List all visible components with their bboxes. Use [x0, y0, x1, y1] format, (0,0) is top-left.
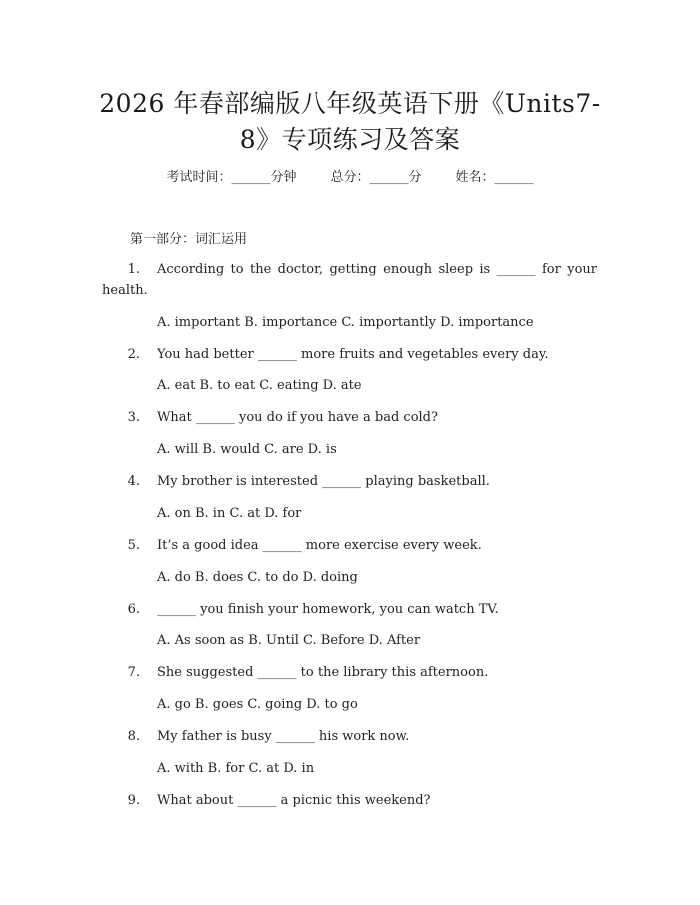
question-number: 4.	[127, 474, 140, 489]
question-options: A. eat B. to eat C. eating D. ate	[157, 378, 362, 393]
document-title-line-1: 2026 年春部编版八年级英语下册《Units7-	[99, 89, 601, 118]
question-options: A. on B. in C. at D. for	[157, 506, 302, 521]
question-stem: You had better ______ more fruits and vegetables every day.	[157, 347, 549, 362]
question-stem: ______ you finish your homework, you can watch TV.	[157, 602, 499, 617]
question-stem: My father is busy ______ his work now.	[157, 729, 410, 744]
question-number: 2.	[127, 347, 140, 362]
question-number: 8.	[127, 729, 140, 744]
exam-time-label: 考试时间：______分钟	[166, 170, 297, 185]
question-stem: It’s a good idea ______ more exercise every week.	[157, 538, 482, 553]
question-options: A. go B. goes C. going D. to go	[157, 697, 358, 712]
exam-meta	[0, 168, 700, 188]
question-options: A. important B. importance C. importantly D. importance	[157, 315, 534, 330]
question-stem-continuation: health.	[102, 283, 148, 298]
question-stem: She suggested ______ to the library this afternoon.	[157, 665, 489, 680]
question-stem: According to the doctor, getting enough sleep is ______ for your	[157, 262, 597, 277]
question-options: A. with B. for C. at D. in	[157, 761, 315, 776]
question-stem: What about ______ a picnic this weekend?	[157, 793, 431, 808]
exam-score-label: 总分：______分	[330, 170, 422, 185]
question-number: 3.	[127, 410, 140, 425]
question-options: A. As soon as B. Until C. Before D. After	[157, 633, 421, 648]
question-number: 5.	[127, 538, 140, 553]
question-stem: My brother is interested ______ playing basketball.	[157, 474, 490, 489]
section-title: 第一部分：词汇运用	[130, 232, 248, 247]
question-number: 1.	[127, 262, 140, 277]
exam-name-label: 姓名：______	[455, 170, 534, 185]
question-number: 6.	[127, 602, 140, 617]
document-title-line-2: 8》专项练习及答案	[239, 125, 461, 154]
question-stem: What ______ you do if you have a bad cold?	[157, 410, 438, 425]
question-number: 9.	[127, 793, 140, 808]
question-options: A. will B. would C. are D. is	[157, 442, 337, 457]
question-number: 7.	[127, 665, 140, 680]
question-options: A. do B. does C. to do D. doing	[157, 570, 358, 585]
